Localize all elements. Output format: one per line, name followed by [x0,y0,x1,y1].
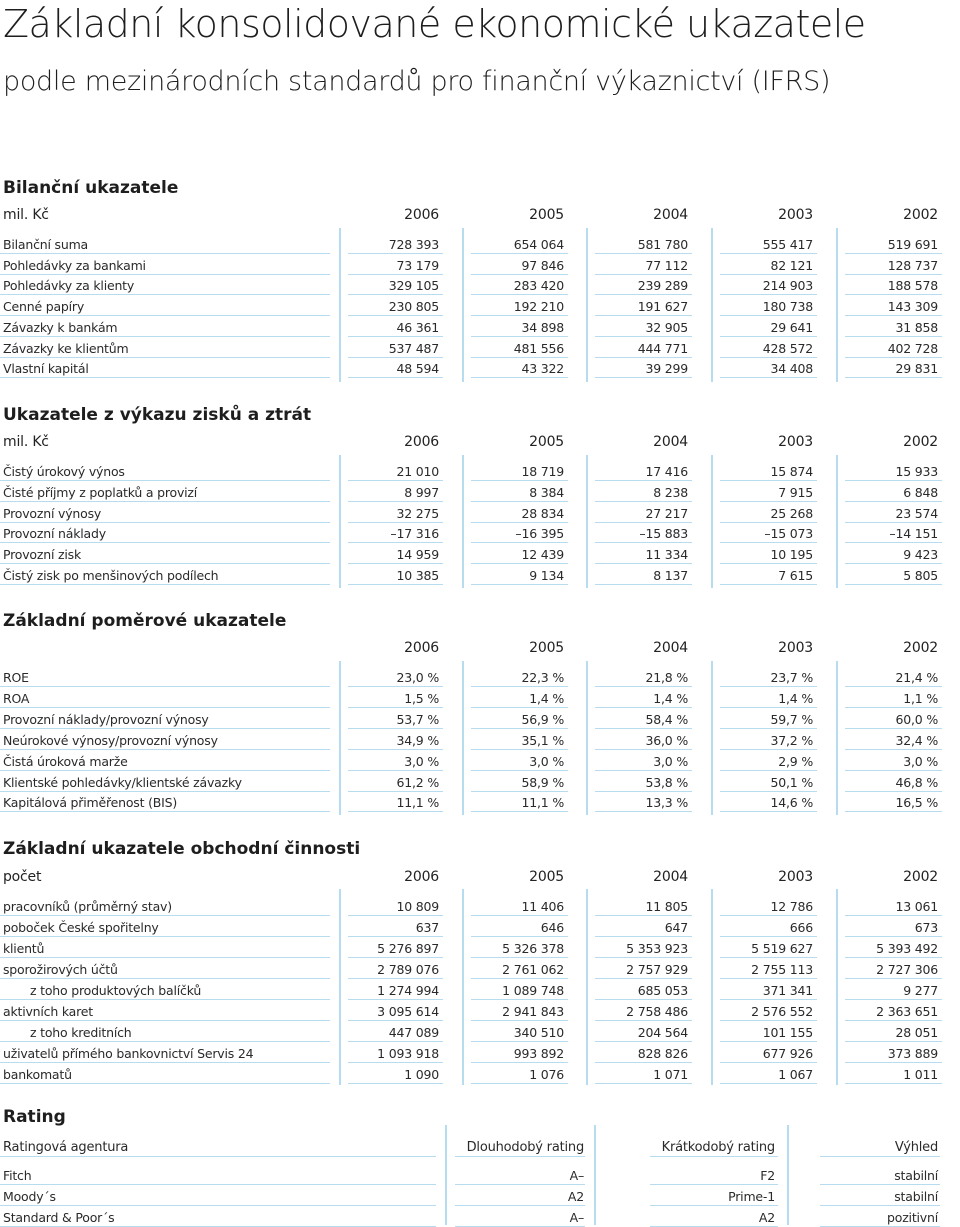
value-2002: 32,4 % [895,732,938,748]
value-2006: 73 179 [396,257,439,273]
table-row [0,337,960,358]
value-2004: 2 758 486 [626,1004,688,1019]
table-row [0,481,960,502]
value-2005: 58,9 % [521,774,564,790]
outlook: stabilní [894,1189,938,1204]
value-2005: 283 420 [513,278,564,294]
long-term-rating: A– [569,1210,584,1225]
year-header: 2004 [653,640,688,656]
row-label: Provozní výnosy [3,505,102,521]
short-term-rating: A2 [758,1210,775,1225]
value-2004: 1 071 [653,1067,688,1082]
value-2005: –16 395 [515,526,564,542]
value-2003: 34 408 [770,361,813,377]
value-2006: 1 274 994 [377,983,439,998]
value-2004: 32 905 [645,319,688,335]
year-header: 2004 [653,207,688,223]
value-2003: 12 786 [770,899,813,914]
table-row [0,791,960,812]
table-row [0,1000,960,1021]
section-title: Ukazatele z výkazu zisků a ztrát [3,405,312,425]
value-2005: 340 510 [513,1025,564,1040]
short-term-rating: Prime-1 [728,1189,775,1204]
value-2006: 53,7 % [396,711,439,727]
value-2002: 128 737 [887,257,938,273]
value-2003: 50,1 % [770,774,813,790]
row-underline [820,1156,940,1157]
year-header: 2002 [903,207,938,223]
value-2002: 5 393 492 [876,941,938,956]
table-row [0,979,960,1000]
value-2004: 11 805 [645,899,688,914]
agency-name: Fitch [3,1168,32,1183]
value-2003: 5 519 627 [751,941,813,956]
row-underline [595,811,692,812]
value-2002: 402 728 [887,340,938,356]
value-2004: 1,4 % [653,690,688,706]
value-2006: 8 997 [404,484,439,500]
year-header: 2005 [529,207,564,223]
year-header: 2003 [778,869,813,885]
row-underline [595,584,692,585]
value-2006: 329 105 [388,278,439,294]
table-row [0,729,960,750]
value-2003: 10 195 [770,547,813,563]
value-2005: 2 941 843 [502,1004,564,1019]
year-header: 2002 [903,434,938,450]
value-2005: 43 322 [521,361,564,377]
table-row [0,254,960,275]
value-2002: 23 574 [895,505,938,521]
table-row [0,666,960,687]
row-label: Bilanční suma [3,237,89,252]
row-label: Kapitálová přiměřenost (BIS) [3,795,178,811]
value-2005: 34 898 [521,319,564,335]
value-2003: 555 417 [762,237,813,252]
value-2002: 2 363 651 [876,1004,938,1019]
value-2005: 192 210 [513,299,564,315]
year-header: 2005 [529,434,564,450]
value-2003: 666 [789,920,813,935]
value-2005: 22,3 % [521,670,564,685]
value-2006: 1 090 [404,1067,439,1082]
table-row [0,750,960,771]
value-2006: 230 805 [388,299,439,315]
table-row [0,1063,960,1084]
row-label: Vlastní kapitál [3,361,89,377]
value-2006: 2 789 076 [377,962,439,977]
value-2003: 214 903 [762,278,813,294]
row-underline [348,377,443,378]
value-2002: 46,8 % [895,774,938,790]
value-2006: 14 959 [396,547,439,563]
table-row [0,295,960,316]
value-2003: 82 121 [770,257,813,273]
year-header: 2003 [778,640,813,656]
year-header: 2006 [404,640,439,656]
value-2006: 1 093 918 [377,1046,439,1061]
table-header [0,866,960,887]
table-row [0,895,960,916]
table-row [0,916,960,937]
row-label: Závazky k bankám [3,319,118,335]
value-2005: 18 719 [521,464,564,479]
value-2006: 21 010 [396,464,439,479]
value-2006: 46 361 [396,319,439,335]
year-header: 2006 [404,434,439,450]
value-2002: –14 151 [889,526,938,542]
agency-header: Ratingová agentura [3,1140,129,1155]
year-header: 2005 [529,640,564,656]
row-label: z toho kreditních [30,1025,132,1040]
year-header: 2004 [653,434,688,450]
row-label: klientů [3,941,45,956]
value-2006: 1,5 % [404,690,439,706]
row-underline [348,584,443,585]
value-2003: 23,7 % [770,670,813,685]
table-row [0,460,960,481]
row-label: pracovníků (průměrný stav) [3,899,172,914]
table-row [0,522,960,543]
row-underline [0,377,330,378]
value-2006: 61,2 % [396,774,439,790]
value-2003: 2 576 552 [751,1004,813,1019]
value-2003: 25 268 [770,505,813,521]
value-2004: 581 780 [637,237,688,252]
value-2003: 14,6 % [770,795,813,811]
value-2003: 677 926 [762,1046,813,1061]
value-2002: 1,1 % [903,690,938,706]
section-title: Rating [3,1107,66,1127]
outlook: pozitivní [887,1210,938,1225]
value-2003: 37,2 % [770,732,813,748]
table-header [0,204,960,225]
value-2004: 77 112 [645,257,688,273]
value-2004: 191 627 [637,299,688,315]
value-2003: 180 738 [762,299,813,315]
outlook: stabilní [894,1168,938,1183]
long-term-rating: A– [569,1168,584,1183]
row-label: Klientské pohledávky/klientské závazky [3,774,242,790]
row-underline [720,377,817,378]
value-2002: 9 277 [903,983,938,998]
value-2005: 5 326 378 [502,941,564,956]
value-2005: 11 406 [521,899,564,914]
row-underline [0,584,330,585]
value-2003: 7 915 [778,484,813,500]
agency-name: Standard & Poor´s [3,1210,115,1225]
table-row [0,958,960,979]
year-header: 2006 [404,207,439,223]
year-header: 2006 [404,869,439,885]
row-label: ROE [3,670,29,685]
row-underline [650,1156,778,1157]
row-label: poboček České spořitelny [3,920,159,935]
value-2005: 35,1 % [521,732,564,748]
row-underline [0,1156,436,1157]
value-2004: 444 771 [637,340,688,356]
table-row [0,233,960,254]
value-2004: 21,8 % [645,670,688,685]
value-2004: 13,3 % [645,795,688,811]
value-2006: –17 316 [390,526,439,542]
value-2004: 17 416 [645,464,688,479]
value-2002: 373 889 [887,1046,938,1061]
value-2006: 34,9 % [396,732,439,748]
page-subtitle: podle mezinárodních standardů pro finanční výkaznictví (IFRS) [3,66,831,97]
row-label: ROA [3,690,30,706]
value-2003: 59,7 % [770,711,813,727]
row-underline [471,584,568,585]
value-2005: 1 089 748 [502,983,564,998]
value-2006: 48 594 [396,361,439,377]
value-2006: 23,0 % [396,670,439,685]
value-2006: 537 487 [388,340,439,356]
year-header: 2004 [653,869,688,885]
row-underline [845,1083,942,1084]
value-2004: 58,4 % [645,711,688,727]
value-2002: 15 933 [895,464,938,479]
rating-row [0,1185,960,1206]
value-2005: 97 846 [521,257,564,273]
row-underline [0,1083,330,1084]
value-2002: 673 [914,920,938,935]
row-underline [845,584,942,585]
value-2005: 28 834 [521,505,564,521]
unit-label: počet [3,869,42,885]
value-2006: 11,1 % [396,795,439,811]
table-row [0,937,960,958]
table-row [0,564,960,585]
value-2004: 2 757 929 [626,962,688,977]
value-2002: 29 831 [895,361,938,377]
value-2002: 16,5 % [895,795,938,811]
value-2004: –15 883 [639,526,688,542]
value-2003: 2 755 113 [751,962,813,977]
value-2003: 428 572 [762,340,813,356]
value-2002: 1 011 [903,1067,938,1082]
value-2006: 637 [415,920,439,935]
rating-row [0,1206,960,1227]
row-underline [595,1083,692,1084]
value-2005: 1,4 % [529,690,564,706]
year-header: 2003 [778,434,813,450]
value-2002: 188 578 [887,278,938,294]
value-2002: 3,0 % [903,753,938,769]
value-2003: 29 641 [770,319,813,335]
value-2006: 3,0 % [404,753,439,769]
long-term-header: Dlouhodobý rating [466,1140,584,1155]
year-header: 2005 [529,869,564,885]
row-underline [0,811,330,812]
row-label: Pohledávky za klienty [3,278,135,294]
value-2006: 10 385 [396,568,439,583]
short-term-header: Krátkodobý rating [661,1140,775,1155]
value-2005: 12 439 [521,547,564,563]
agency-name: Moody´s [3,1189,56,1204]
value-2004: 39 299 [645,361,688,377]
row-label: Cenné papíry [3,299,85,315]
value-2004: 685 053 [637,983,688,998]
value-2004: 8 238 [653,484,688,500]
rating-row [0,1164,960,1185]
value-2005: 646 [540,920,564,935]
unit-label: mil. Kč [3,207,49,223]
row-underline [845,811,942,812]
section-title: Bilanční ukazatele [3,178,179,198]
value-2004: 27 217 [645,505,688,521]
value-2004: 204 564 [637,1025,688,1040]
section-title: Základní ukazatele obchodní činnosti [3,839,361,859]
value-2005: 481 556 [513,340,564,356]
value-2004: 3,0 % [653,753,688,769]
row-underline [455,1156,585,1157]
value-2002: 143 309 [887,299,938,315]
row-label: Neúrokové výnosy/provozní výnosy [3,732,218,748]
table-header [0,431,960,452]
value-2006: 3 095 614 [377,1004,439,1019]
row-label: bankomatů [3,1067,72,1082]
value-2002: 519 691 [887,237,938,252]
row-underline [720,584,817,585]
value-2003: 7 615 [778,568,813,583]
row-underline [471,811,568,812]
value-2004: 8 137 [653,568,688,583]
row-label: Čistý úrokový výnos [3,464,125,479]
value-2006: 32 275 [396,505,439,521]
row-underline [595,377,692,378]
table-row [0,708,960,729]
unit-label: mil. Kč [3,434,49,450]
row-label: Čisté příjmy z poplatků a provizí [3,484,198,500]
table-row [0,543,960,564]
value-2005: 9 134 [529,568,564,583]
value-2002: 2 727 306 [876,962,938,977]
table-row [0,502,960,523]
row-label: uživatelů přímého bankovnictví Servis 24 [3,1046,254,1061]
value-2006: 728 393 [388,237,439,252]
value-2004: 5 353 923 [626,941,688,956]
value-2002: 60,0 % [895,711,938,727]
row-underline [471,1083,568,1084]
year-header: 2003 [778,207,813,223]
value-2003: –15 073 [764,526,813,542]
value-2005: 654 064 [513,237,564,252]
row-label: Čistá úroková marže [3,753,128,769]
value-2004: 36,0 % [645,732,688,748]
value-2002: 13 061 [895,899,938,914]
year-header: 2002 [903,869,938,885]
value-2004: 828 826 [637,1046,688,1061]
row-label: Závazky ke klientům [3,340,129,356]
row-underline [720,1083,817,1084]
row-label: Čistý zisk po menšinových podílech [3,568,219,583]
year-header: 2002 [903,640,938,656]
value-2005: 1 076 [529,1067,564,1082]
value-2003: 15 874 [770,464,813,479]
value-2005: 993 892 [513,1046,564,1061]
table-row [0,357,960,378]
value-2005: 3,0 % [529,753,564,769]
value-2005: 56,9 % [521,711,564,727]
value-2002: 28 051 [895,1025,938,1040]
value-2002: 21,4 % [895,670,938,685]
page-title: Základní konsolidované ekonomické ukazatele [3,2,866,46]
row-label: Provozní náklady/provozní výnosy [3,711,209,727]
value-2003: 371 341 [762,983,813,998]
row-label: aktivních karet [3,1004,93,1019]
rating-header [0,1136,960,1157]
row-label: sporožirových účtů [3,962,118,977]
value-2004: 647 [664,920,688,935]
row-label: Provozní náklady [3,526,106,542]
table-row [0,1021,960,1042]
table-row [0,1042,960,1063]
row-label: z toho produktových balíčků [30,983,202,998]
value-2002: 6 848 [903,484,938,500]
value-2005: 8 384 [529,484,564,500]
row-label: Pohledávky za bankami [3,257,146,273]
long-term-rating: A2 [567,1189,584,1204]
value-2004: 53,8 % [645,774,688,790]
value-2004: 11 334 [645,547,688,563]
row-underline [348,811,443,812]
outlook-header: Výhled [894,1140,938,1155]
value-2006: 5 276 897 [377,941,439,956]
value-2003: 2,9 % [778,753,813,769]
value-2005: 11,1 % [521,795,564,811]
row-underline [471,377,568,378]
table-row [0,274,960,295]
value-2002: 31 858 [895,319,938,335]
value-2002: 5 805 [903,568,938,583]
row-underline [720,811,817,812]
table-row [0,771,960,792]
short-term-rating: F2 [760,1168,775,1183]
row-label: Provozní zisk [3,547,81,563]
table-row [0,687,960,708]
value-2006: 10 809 [396,899,439,914]
value-2002: 9 423 [903,547,938,563]
table-row [0,316,960,337]
value-2003: 1 067 [778,1067,813,1082]
value-2006: 447 089 [388,1025,439,1040]
row-underline [845,377,942,378]
value-2005: 2 761 062 [502,962,564,977]
value-2004: 239 289 [637,278,688,294]
value-2003: 1,4 % [778,690,813,706]
table-header [0,637,960,658]
value-2003: 101 155 [762,1025,813,1040]
section-title: Základní poměrové ukazatele [3,611,287,631]
row-underline [348,1083,443,1084]
